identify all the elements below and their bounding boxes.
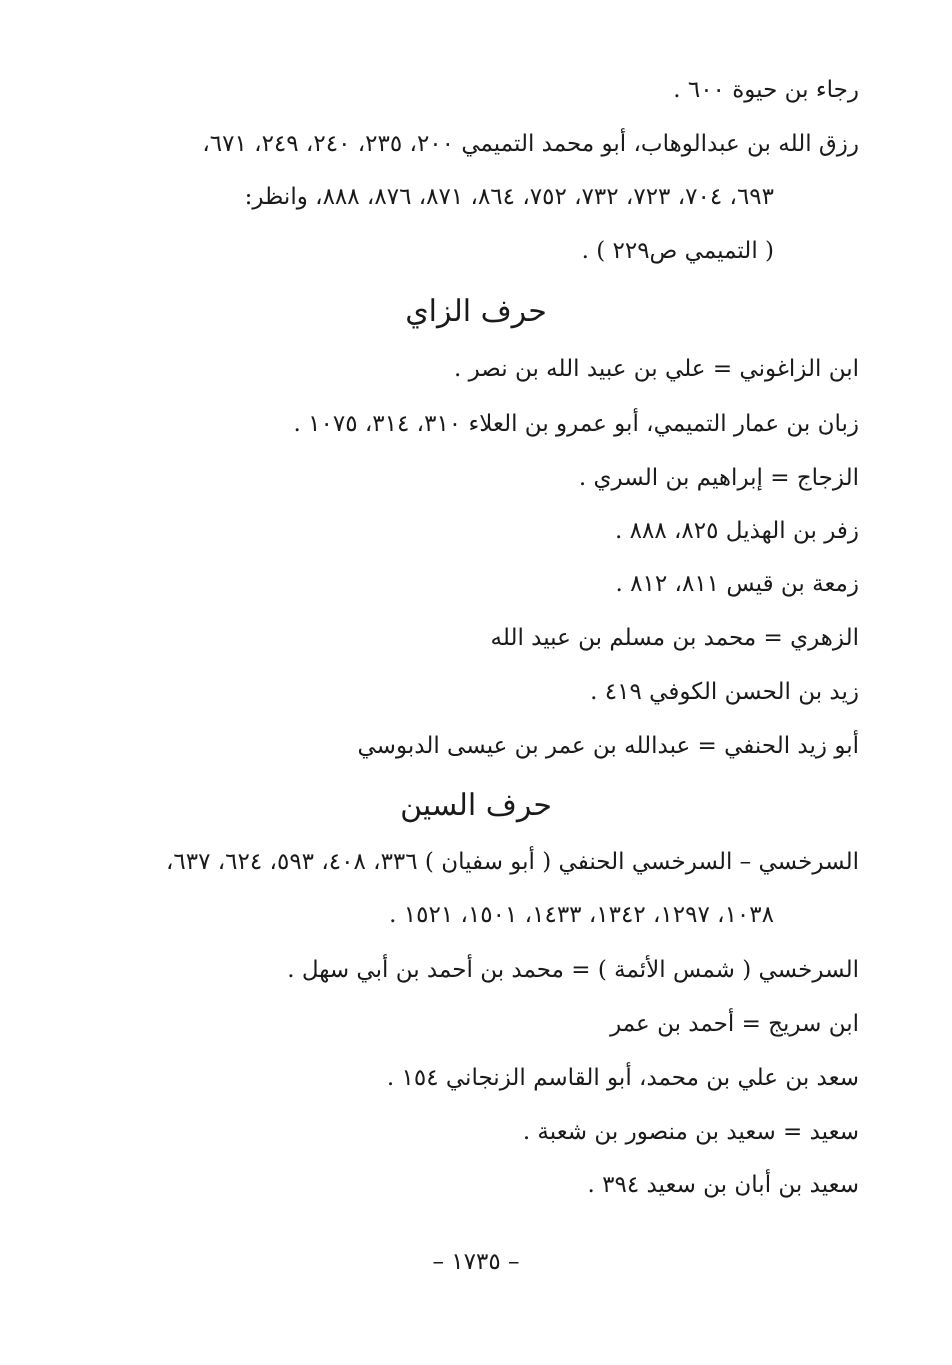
index-entry-sarakhsi-shams: السرخسي ( شمس الأئمة ) = محمد بن أحمد بن أبي سهل . xyxy=(287,957,859,983)
index-entry-sarakhsi-hanafi: السرخسي – السرخسي الحنفي ( أبو سفيان ) ٣٣٦، ٤٠٨، ٥٩٣، ٦٢٤، ٦٣٧، xyxy=(165,849,859,875)
index-entry-zabban: زبان بن عمار التميمي، أبو عمرو بن العلاء ٣١٠، ٣١٤، ١٠٧٥ . xyxy=(293,411,859,437)
index-entry-zajjaj: الزجاج = إبراهيم بن السري . xyxy=(578,465,859,491)
index-entry-said-aban: سعيد بن أبان بن سعيد ٣٩٤ . xyxy=(587,1172,859,1198)
section-heading-zay: حرف الزاي xyxy=(405,294,547,329)
page-number: – ١٧٣٥ – xyxy=(432,1249,520,1275)
index-entry-abu-zayd: أبو زيد الحنفي = عبدالله بن عمر بن عيسى الدبوسي xyxy=(357,733,859,759)
index-entry-said-mansur: سعيد = سعيد بن منصور بن شعبة . xyxy=(522,1119,859,1145)
index-entry-rizqallah-see: ( التميمي ص٢٢٩ ) . xyxy=(581,238,774,264)
index-entry-zaghuni: ابن الزاغوني = علي بن عبيد الله بن نصر . xyxy=(453,356,859,382)
index-entry-rizqallah-cont: ٦٩٣، ٧٠٤، ٧٢٣، ٧٣٢، ٧٥٢، ٨٦٤، ٨٧١، ٨٧٦، ٨٨٨، وانظر: xyxy=(244,184,774,210)
section-heading-sin: حرف السين xyxy=(400,788,552,823)
index-entry-zamaa: زمعة بن قيس ٨١١، ٨١٢ . xyxy=(615,571,859,597)
index-entry-raja: رجاء بن حيوة ٦٠٠ . xyxy=(673,77,859,103)
index-entry-zufar: زفر بن الهذيل ٨٢٥، ٨٨٨ . xyxy=(614,518,859,544)
index-entry-rizqallah: رزق الله بن عبدالوهاب، أبو محمد التميمي ٢٠٠، ٢٣٥، ٢٤٠، ٢٤٩، ٦٧١، xyxy=(202,131,859,157)
index-entry-sarakhsi-hanafi-cont: ١٠٣٨، ١٢٩٧، ١٣٤٢، ١٤٣٣، ١٥٠١، ١٥٢١ . xyxy=(389,902,774,928)
index-entry-zuhri: الزهري = محمد بن مسلم بن عبيد الله xyxy=(490,625,859,651)
index-entry-ibn-surayj: ابن سريج = أحمد بن عمر xyxy=(610,1011,859,1037)
index-entry-saad: سعد بن علي بن محمد، أبو القاسم الزنجاني ١٥٤ . xyxy=(386,1065,859,1091)
index-entry-zayd: زيد بن الحسن الكوفي ٤١٩ . xyxy=(590,679,859,705)
